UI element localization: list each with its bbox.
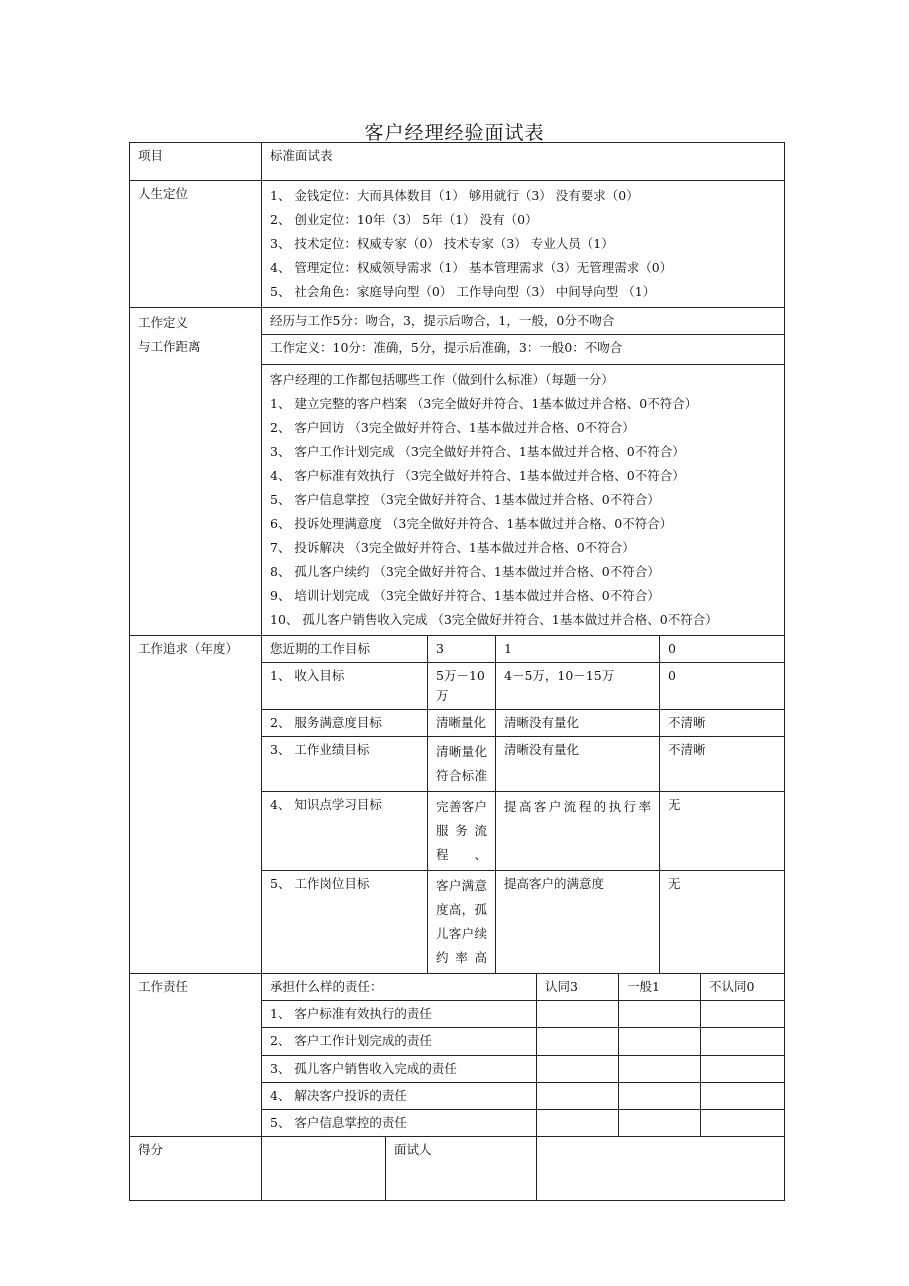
resp-disagree-cell[interactable] (701, 1028, 785, 1056)
resp-agree-cell[interactable] (537, 1056, 619, 1083)
resp-agree-cell[interactable] (537, 1028, 619, 1056)
resp-label: 工作责任 (130, 974, 262, 1137)
resp-item: 2、 客户工作计划完成的责任 (262, 1028, 537, 1056)
life-item: 5、 社会角色：家庭导向型（0） 工作导向型（3） 中间导向型 （1） (270, 284, 656, 299)
score-row (130, 1137, 785, 1201)
resp-head-agree: 认同3 (537, 974, 619, 1001)
pursuit-score-1: 清晰没有量化 (496, 737, 660, 792)
work-def-item: 9、 培训计划完成 （3完全做好并符合、1基本做过并合格、0不符合） (270, 588, 660, 603)
pursuit-score-3: 清晰量化 (428, 710, 496, 737)
header-row (130, 143, 785, 181)
work-def-item: 8、 孤儿客户续约 （3完全做好并符合、1基本做过并合格、0不符合） (270, 564, 660, 579)
resp-head-question: 承担什么样的责任： (262, 974, 537, 1001)
resp-agree-cell[interactable] (537, 1110, 619, 1137)
pursuit-goal: 5、 工作岗位目标 (262, 871, 428, 974)
score-label: 得分 (130, 1137, 262, 1201)
interview-form-table (129, 142, 785, 1201)
interviewer-label: 面试人 (386, 1137, 537, 1201)
resp-neutral-cell[interactable] (619, 1001, 701, 1028)
pursuit-score-1: 提高客户的满意度 (496, 871, 660, 974)
life-items (262, 181, 785, 308)
resp-disagree-cell[interactable] (701, 1083, 785, 1110)
pursuit-goal: 3、 工作业绩目标 (262, 737, 428, 792)
pursuit-score-3: 清晰量化符合标准 (428, 737, 496, 792)
work-def-item: 7、 投诉解决 （3完全做好并符合、1基本做过并合格、0不符合） (270, 540, 635, 555)
work-def-intro: 客户经理的工作都包括哪些工作（做到什么标准）（每题一分） (270, 372, 614, 387)
pursuit-score-0: 0 (660, 663, 785, 710)
pursuit-head-score-3: 3 (428, 636, 496, 663)
work-def-label-2: 与工作距离 (138, 339, 201, 354)
work-def-definition: 工作定义：10分：准确，5分，提示后准确，3：一般0：不吻合 (262, 335, 785, 365)
pursuit-score-1: 4－5万，10－15万 (496, 663, 660, 710)
life-item: 4、 管理定位：权威领导需求（1） 基本管理需求（3）无管理需求（0） (270, 260, 673, 275)
pursuit-label: 工作追求（年度） (130, 636, 262, 974)
work-def-label (130, 308, 262, 636)
work-def-row-1 (130, 308, 785, 335)
pursuit-score-3: 客户满意度高，孤儿客户续约率高 (428, 871, 496, 974)
pursuit-goal: 4、 知识点学习目标 (262, 792, 428, 871)
pursuit-head-score-1: 1 (496, 636, 660, 663)
resp-neutral-cell[interactable] (619, 1083, 701, 1110)
resp-neutral-cell[interactable] (619, 1028, 701, 1056)
life-item: 1、 金钱定位：大而具体数目（1） 够用就行（3） 没有要求（0） (270, 188, 639, 203)
resp-item: 1、 客户标准有效执行的责任 (262, 1001, 537, 1028)
life-item: 3、 技术定位：权威专家（0） 技术专家（3） 专业人员（1） (270, 236, 614, 251)
pursuit-score-3: 完善客户服务流程、 (428, 792, 496, 871)
resp-head-disagree: 不认同0 (701, 974, 785, 1001)
pursuit-score-0: 不清晰 (660, 710, 785, 737)
work-def-item: 4、 客户标准有效执行 （3完全做好并符合、1基本做过并合格、0不符合） (270, 468, 685, 483)
resp-head-neutral: 一般1 (619, 974, 701, 1001)
resp-neutral-cell[interactable] (619, 1056, 701, 1083)
resp-item: 4、 解决客户投诉的责任 (262, 1083, 537, 1110)
pursuit-score-0: 无 (660, 871, 785, 974)
page-title: 客户经理经验面试表 (364, 122, 545, 144)
pursuit-goal: 2、 服务满意度目标 (262, 710, 428, 737)
pursuit-score-3: 5万－10万 (428, 663, 496, 710)
resp-disagree-cell[interactable] (701, 1110, 785, 1137)
work-def-item: 6、 投诉处理满意度 （3完全做好并符合、1基本做过并合格、0不符合） (270, 516, 673, 531)
resp-agree-cell[interactable] (537, 1083, 619, 1110)
work-def-label-1: 工作定义 (138, 315, 189, 330)
work-def-item: 10、 孤儿客户销售收入完成 （3完全做好并符合、1基本做过并合格、0不符合） (270, 612, 718, 627)
pursuit-score-0: 无 (660, 792, 785, 871)
life-section-row (130, 181, 785, 308)
work-def-item: 1、 建立完整的客户档案 （3完全做好并符合、1基本做过并合格、0不符合） (270, 396, 698, 411)
pursuit-score-1: 清晰没有量化 (496, 710, 660, 737)
pursuit-head-goal: 您近期的工作目标 (262, 636, 428, 663)
resp-disagree-cell[interactable] (701, 1001, 785, 1028)
resp-agree-cell[interactable] (537, 1001, 619, 1028)
pursuit-score-0: 不清晰 (660, 737, 785, 792)
interviewer-value-cell[interactable] (537, 1137, 785, 1201)
work-def-items (262, 365, 785, 636)
life-label: 人生定位 (130, 181, 262, 308)
resp-item: 5、 客户信息掌控的责任 (262, 1110, 537, 1137)
header-standard-cell: 标准面试表 (262, 143, 785, 181)
resp-neutral-cell[interactable] (619, 1110, 701, 1137)
pursuit-head-row (130, 636, 785, 663)
resp-disagree-cell[interactable] (701, 1056, 785, 1083)
resp-item: 3、 孤儿客户销售收入完成的责任 (262, 1056, 537, 1083)
work-def-experience: 经历与工作5分：吻合，3，提示后吻合，1，一般，0分不吻合 (262, 308, 785, 335)
work-def-item: 5、 客户信息掌控 （3完全做好并符合、1基本做过并合格、0不符合） (270, 492, 660, 507)
work-def-item: 2、 客户回访 （3完全做好并符合、1基本做过并合格、0不符合） (270, 420, 635, 435)
header-item-cell: 项目 (130, 143, 262, 181)
work-def-item: 3、 客户工作计划完成 （3完全做好并符合、1基本做过并合格、0不符合） (270, 444, 685, 459)
pursuit-score-1: 提高客户流程的执行率 (496, 792, 660, 871)
life-item: 2、 创业定位：10年（3） 5年（1） 没有（0） (270, 212, 538, 227)
score-value-cell[interactable] (262, 1137, 386, 1201)
resp-head-row (130, 974, 785, 1001)
pursuit-head-score-0: 0 (660, 636, 785, 663)
pursuit-goal: 1、 收入目标 (262, 663, 428, 710)
